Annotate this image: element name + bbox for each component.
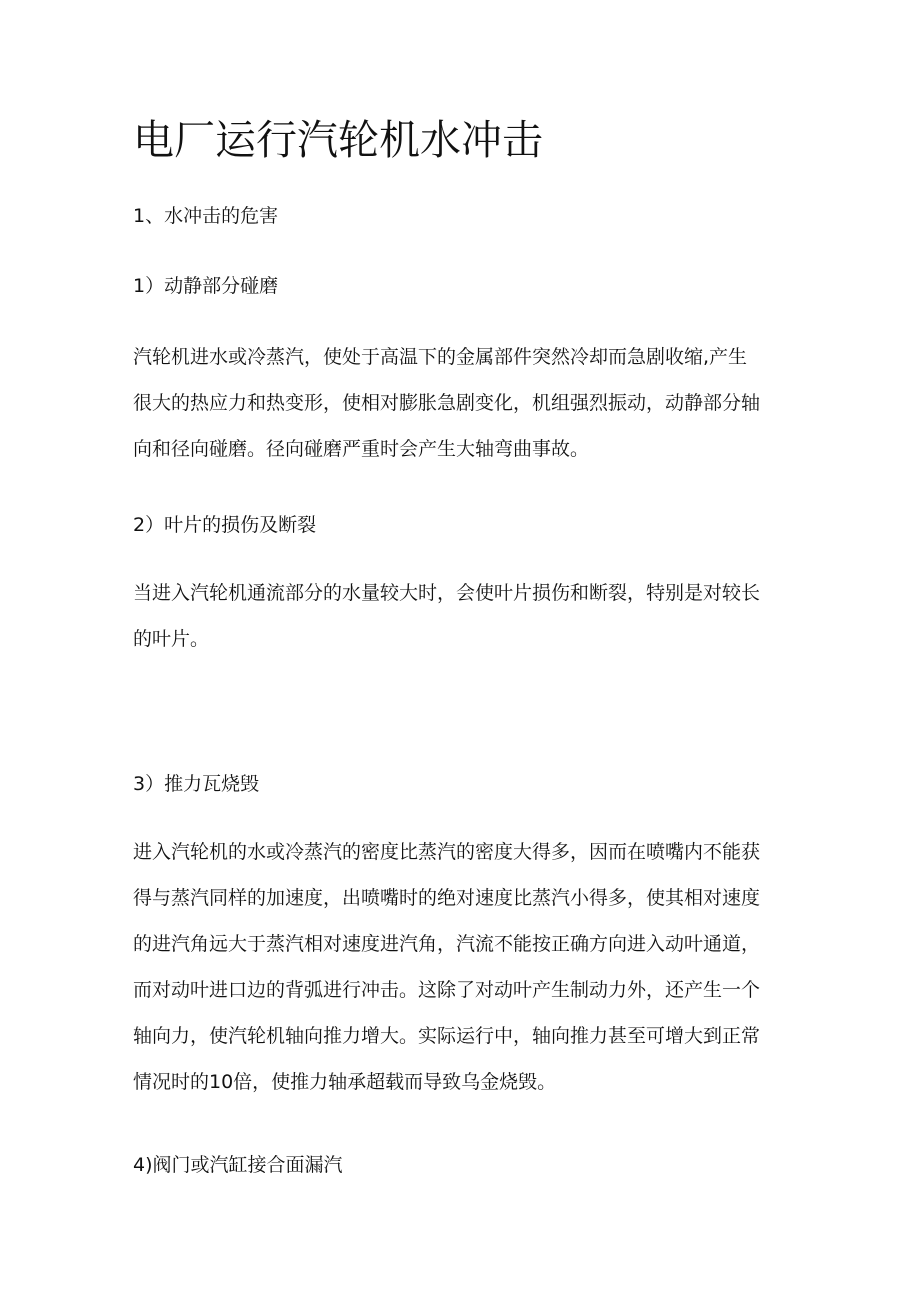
document-title: 电厂运行汽轮机水冲击 [133, 116, 543, 164]
subheading-blade-damage: 2）叶片的损伤及断裂 [133, 514, 317, 536]
paragraph-line: 轴向力，使汽轮机轴向推力增大。实际运行中，轴向推力甚至可增大到正常 [133, 1025, 761, 1047]
section-heading-hazards: 1、水冲击的危害 [133, 205, 279, 227]
paragraph-blade-damage [133, 570, 803, 662]
paragraph-line: 向和径向碰磨。径向碰磨严重时会产生大轴弯曲事故。 [133, 438, 590, 460]
paragraph-line: 而对动叶进口边的背弧进行冲击。这除了对动叶产生制动力外，还产生一个 [133, 979, 761, 1001]
paragraph-line: 情况时的10倍，使推力轴承超载而导致乌金烧毁。 [133, 1071, 557, 1093]
paragraph-rubbing [133, 334, 803, 472]
paragraph-line: 的进汽角远大于蒸汽相对速度进汽角，汽流不能按正确方向进入动叶通道， [133, 933, 761, 955]
paragraph-line: 进入汽轮机的水或冷蒸汽的密度比蒸汽的密度大得多，因而在喷嘴内不能获 [133, 841, 761, 863]
paragraph-thrust-pad [133, 829, 803, 1105]
subheading-thrust-pad: 3）推力瓦烧毁 [133, 773, 260, 795]
paragraph-line: 当进入汽轮机通流部分的水量较大时，会使叶片损伤和断裂，特别是对较长 [133, 582, 761, 604]
paragraph-line: 汽轮机进水或冷蒸汽，使处于高温下的金属部件突然冷却而急剧收缩,产生 [133, 346, 748, 368]
subheading-rubbing: 1）动静部分碰磨 [133, 275, 279, 297]
paragraph-line: 的叶片。 [133, 628, 210, 650]
paragraph-line: 得与蒸汽同样的加速度，出喷嘴时的绝对速度比蒸汽小得多，使其相对速度 [133, 887, 761, 909]
paragraph-line: 很大的热应力和热变形，使相对膨胀急剧变化，机组强烈振动，动静部分轴 [133, 392, 761, 414]
subheading-valve-leak: 4)阀门或汽缸接合面漏汽 [133, 1154, 343, 1176]
